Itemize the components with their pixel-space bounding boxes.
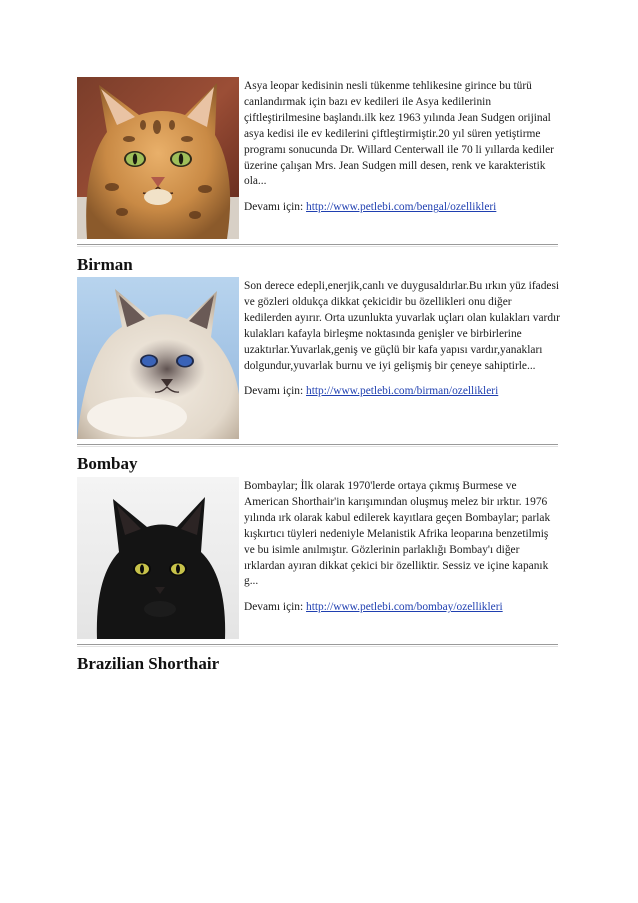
divider: [77, 444, 558, 445]
bombay-description-block: [244, 479, 560, 616]
birman-more-line: [244, 384, 560, 400]
birman-description: Son derece edepli,enerjik,canlı ve duygusaldırlar.Bu ırkın yüz ifadesi ve gözleri oldukça dikkat çekicidir bu özellikleri onu diğer kedilerden ayırır. Orta uzunlukta yuvarlak uçları olan kulakları vardır kulakları kafayla birleşme noktasında genişler ve birbirlerine uzaktırlar.Yuvarlak,geniş ve güçlü bir kafa yapısı vardır,yanakları dolgundur,yuvarlak burnu ve iyi gelişmiş bir çeneye sahiptirle...: [244, 280, 560, 372]
bombay-description: Bombaylar; İlk olarak 1970'lerde ortaya çıkmış Burmese ve American Shorthair'in karışımından oluşmuş melez bir ırktır. 1976 yılında ırk olarak kabul edilerek kayıtlara geçen Bombaylar; parlak kışkırtıcı tüyleri nedeniyle Melanistik Afrika leoparına benzetilmiş ve bu isimle anılmıştır. Gözlerinin parlaklığı Bombay'ı diğer ırklardan ayıran dikkat çekici bir özelliktir. Sessiz ve içine kapanık g...: [244, 480, 551, 588]
birman-cat-photo: [77, 277, 239, 439]
bengal-cat-photo: [77, 77, 239, 239]
birman-more-link[interactable]: http://www.petlebi.com/birman/ozellikleri: [306, 385, 499, 398]
bengal-description-block: [244, 79, 560, 216]
bombay-more-link[interactable]: http://www.petlebi.com/bombay/ozellikleri: [306, 601, 503, 614]
more-label: Devamı için:: [244, 601, 304, 614]
bombay-cat-photo: [77, 477, 239, 639]
more-label: Devamı için:: [244, 385, 304, 398]
divider: [77, 244, 558, 245]
bombay-heading: Bombay: [77, 454, 138, 473]
birman-heading: Birman: [77, 255, 133, 274]
birman-description-block: [244, 279, 560, 400]
divider: [77, 644, 558, 645]
bengal-more-link[interactable]: http://www.petlebi.com/bengal/ozellikleri: [306, 201, 497, 214]
more-label: Devamı için:: [244, 201, 304, 214]
bengal-more-line: [244, 200, 560, 216]
bombay-more-line: [244, 600, 560, 616]
brazilian-shorthair-heading: Brazilian Shorthair: [77, 654, 220, 673]
bengal-description: Asya leopar kedisinin nesli tükenme tehlikesine girince bu türü canlandırmak için bazı ev kedileri ile Asya kedilerinin çiftleştirilmesine başlandı.ilk kez 1963 yılında Jean Sudgen orijinal asya kedisi ile ev kedilerini çiftleştirmiştir.20 yıl süren yetiştirme programı sonucunda Dr. Willard Centerwall ile 70 li yıllarda kediler üzerine çalışan Mrs. Jean Sudgen mill desen, renk ve karakteristik ola...: [244, 80, 554, 188]
